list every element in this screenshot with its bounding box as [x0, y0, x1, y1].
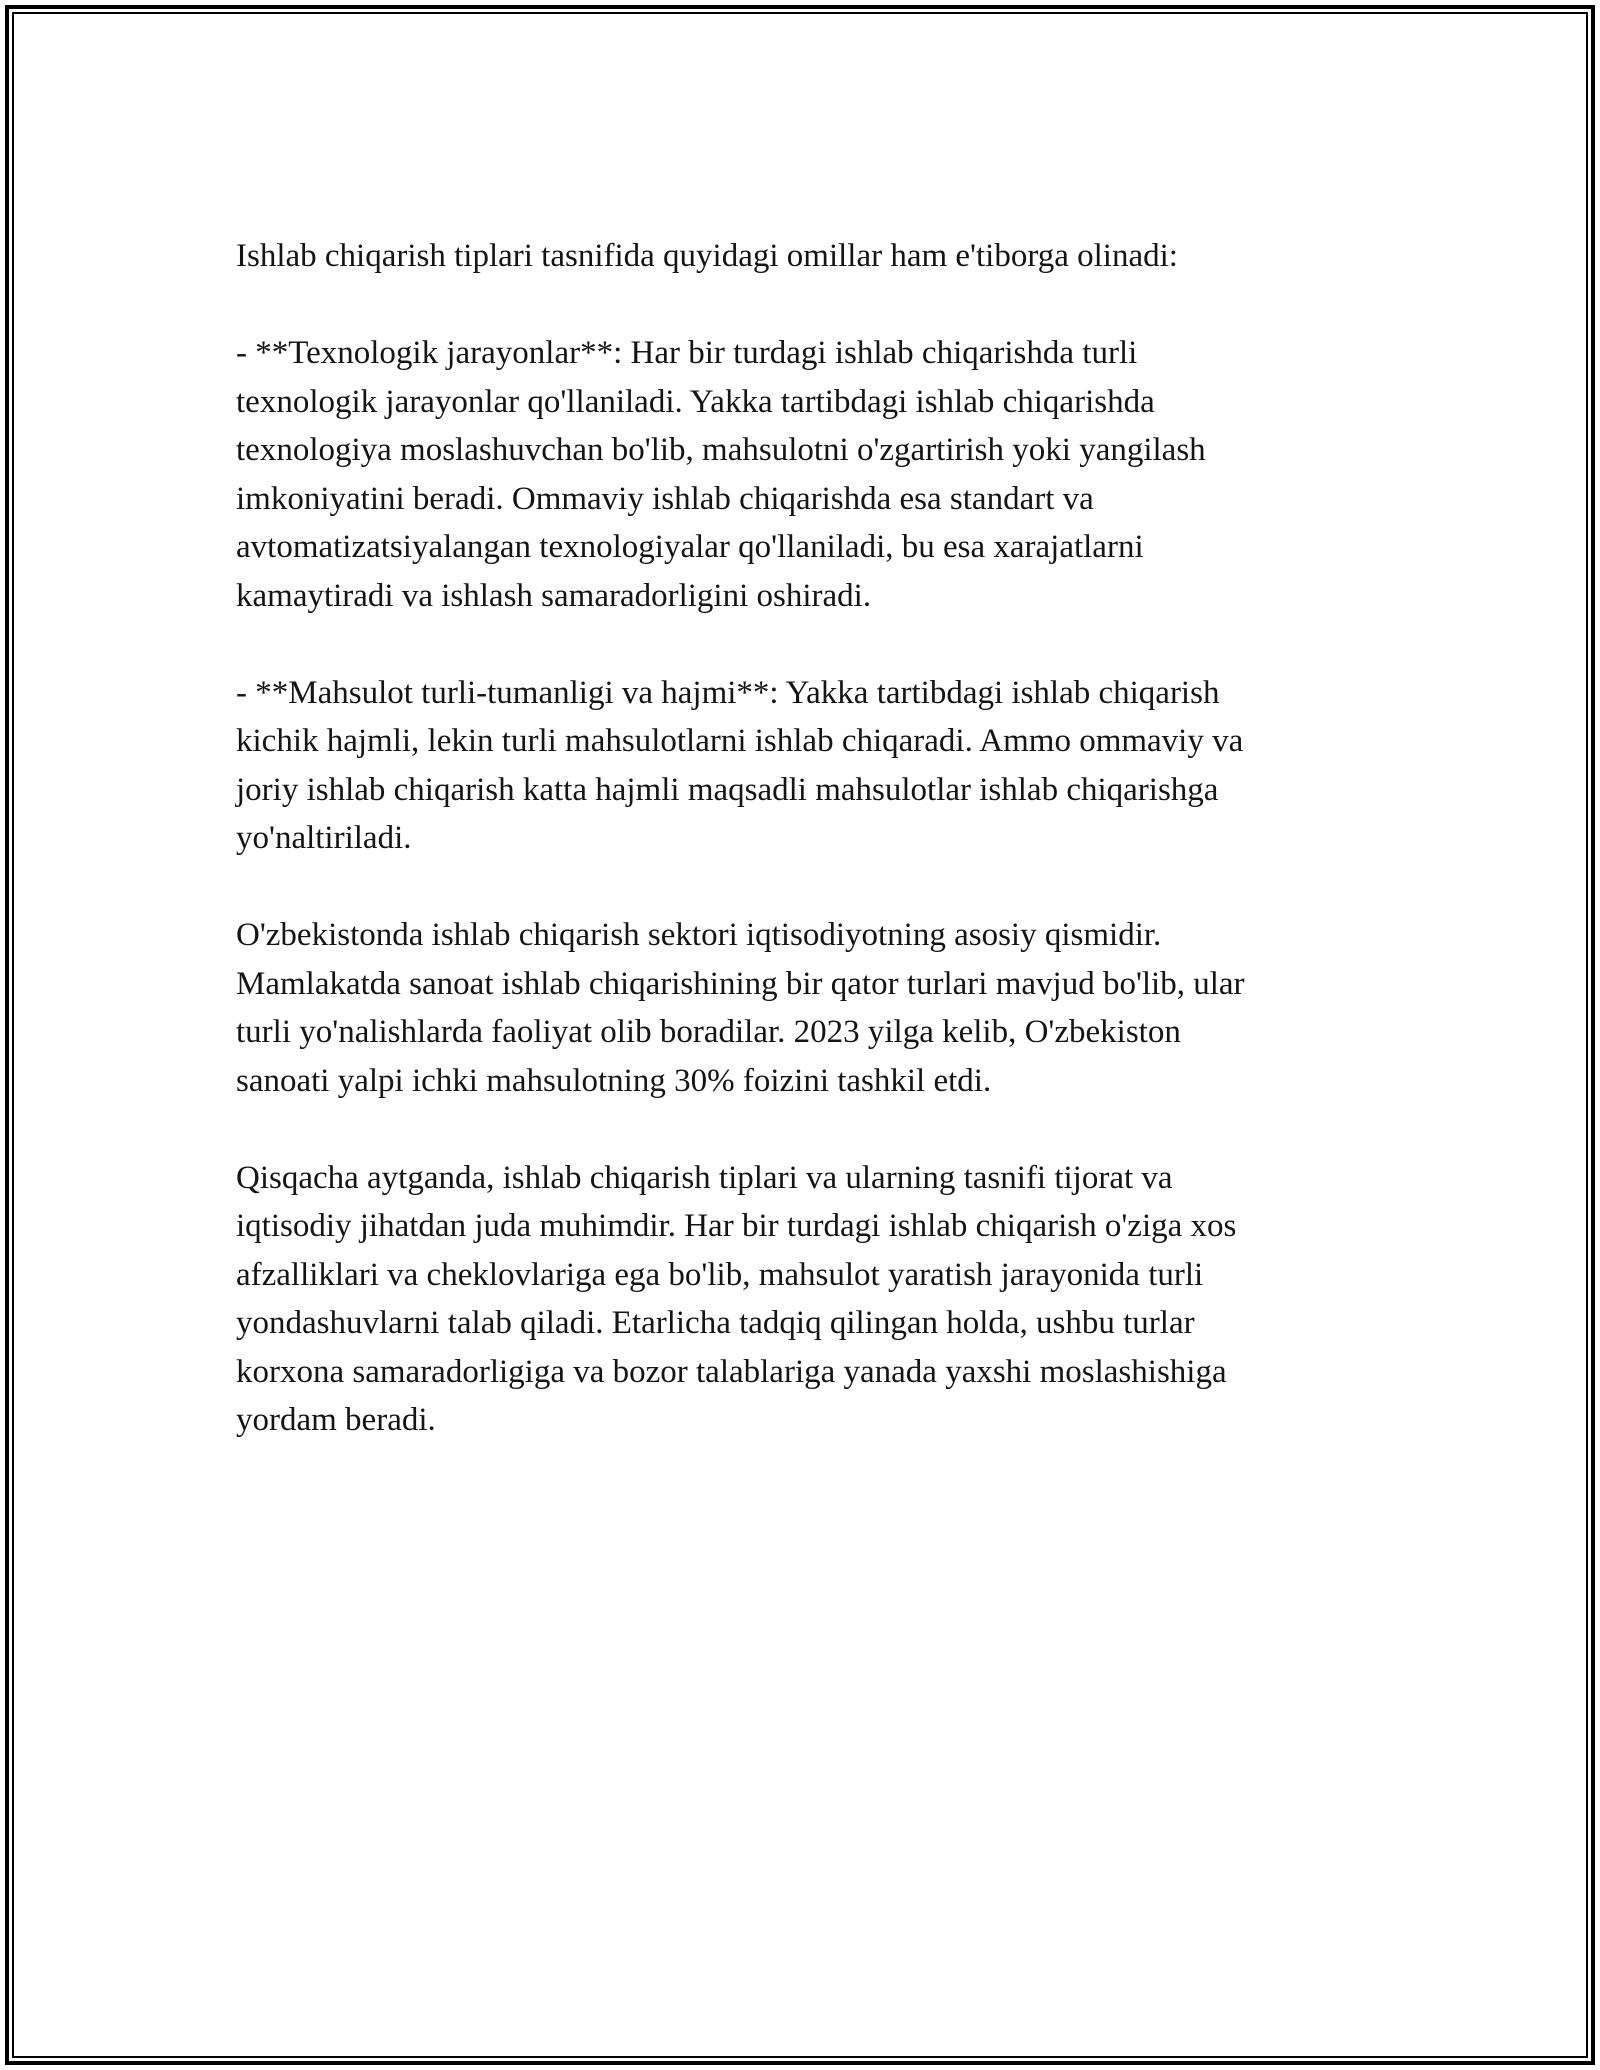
text-line: joriy ishlab chiqarish katta hajmli maqsadli mahsulotlar ishlab chiqarishga [236, 771, 1219, 808]
text-line: kichik hajmli, lekin turli mahsulotlarni ishlab chiqaradi. Ammo ommaviy va [236, 723, 1244, 759]
text-line: texnologiya moslashuvchan bo'lib, mahsulotni o'zgartirish yoki yangilash [236, 432, 1206, 468]
text-line: yordam beradi. [236, 1402, 436, 1438]
text-line: sanoati yalpi ichki mahsulotning 30% foizini tashkil etdi. [236, 1062, 992, 1099]
text-line: Mamlakatda sanoat ishlab chiqarishining bir qator turlari mavjud bo'lib, ular [236, 965, 1245, 1002]
text-line: afzalliklari va cheklovlariga ega bo'lib, mahsulot yaratish jarayonida turli [236, 1256, 1204, 1293]
text-line: kamaytiradi va ishlash samaradorligini oshiradi. [236, 577, 872, 614]
text-line: yondashuvlarni talab qiladi. Etarlicha tadqiq qilingan holda, ushbu turlar [236, 1305, 1195, 1341]
text-line: O'zbekistonda ishlab chiqarish sektori iqtisodiyotning asosiy qismidir. [236, 917, 1162, 953]
text-line: iqtisodiy jihatdan juda muhimdir. Har bir turdagi ishlab chiqarish o'ziga xos [236, 1208, 1237, 1244]
text-line: Ishlab chiqarish tiplari tasnifida quyidagi omillar ham e'tiborga olinadi: [236, 238, 1178, 274]
text-line: avtomatizatsiyalangan texnologiyalar qo'llaniladi, bu esa xarajatlarni [236, 529, 1144, 565]
text-line: - **Mahsulot turli-tumanligi va hajmi**: Yakka tartibdagi ishlab chiqarish [236, 674, 1220, 711]
paragraph [236, 329, 1386, 620]
text-line: turli yo'nalishlarda faoliyat olib boradilar. 2023 yilga kelib, O'zbekiston [236, 1014, 1181, 1050]
paragraph [236, 1154, 1386, 1445]
paragraph [236, 232, 1386, 281]
text-line: korxona samaradorligiga va bozor talablariga yanada yaxshi moslashishiga [236, 1353, 1227, 1390]
text-line: yo'naltiriladi. [236, 820, 412, 856]
text-line: texnologik jarayonlar qo'llaniladi. Yakka tartibdagi ishlab chiqarishda [236, 383, 1155, 420]
document-body [236, 232, 1386, 1493]
text-line: - **Texnologik jarayonlar**: Har bir turdagi ishlab chiqarishda turli [236, 335, 1138, 371]
paragraph [236, 911, 1386, 1105]
paragraph [236, 669, 1386, 863]
text-line: Qisqacha aytganda, ishlab chiqarish tiplari va ularning tasnifi tijorat va [236, 1159, 1173, 1196]
text-line: imkoniyatini beradi. Ommaviy ishlab chiqarishda esa standart va [236, 480, 1094, 517]
